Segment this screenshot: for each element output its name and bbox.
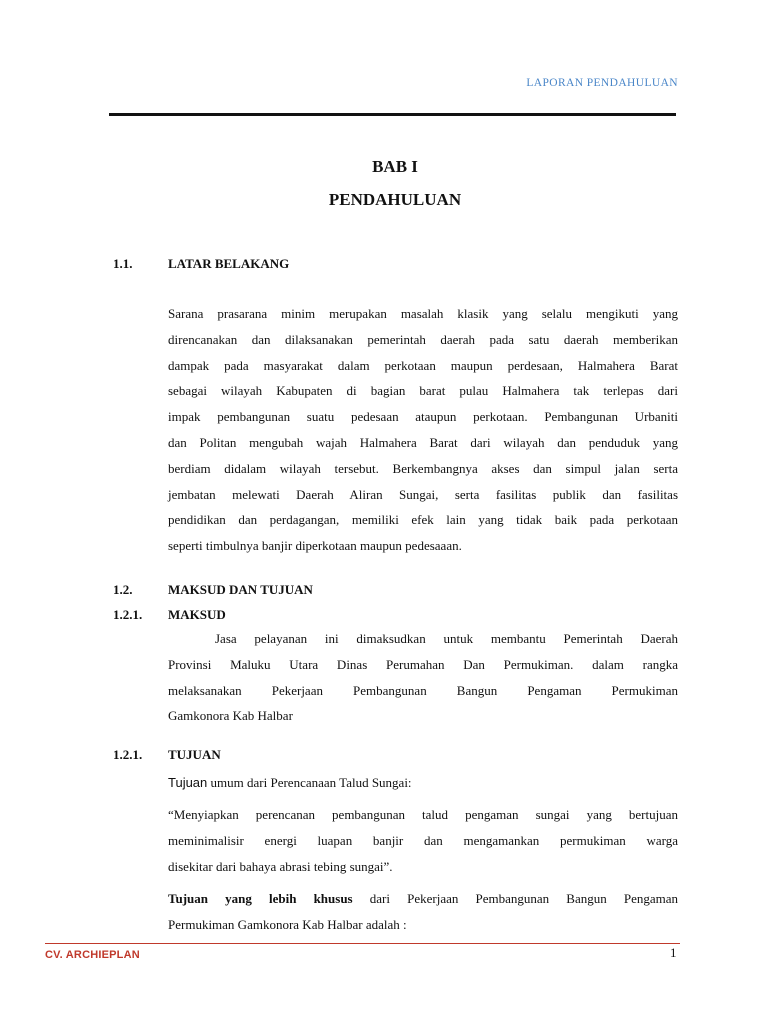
paragraph-line: dan Politan mengubah wajah Halmahera Barat dari wilayah dan penduduk yang	[168, 434, 678, 450]
chapter-number: BAB I	[372, 157, 418, 176]
paragraph-line: Provinsi Maluku Utara Dinas Perumahan Dan Permukiman. dalam rangka	[168, 656, 678, 672]
paragraph-line: jembatan melewati Daerah Aliran Sungai, serta fasilitas publik dan fasilitas	[168, 486, 678, 502]
paragraph-line	[168, 886, 678, 912]
section-heading-maksud	[113, 607, 226, 623]
paragraph-line	[168, 770, 678, 796]
section-heading-1-1	[113, 256, 289, 272]
paragraph-line: Jasa pelayanan ini dimaksudkan untuk membantu Pemerintah Daerah	[215, 631, 678, 646]
paragraph-line: Permukiman Gamkonora Kab Halbar adalah :	[168, 916, 407, 932]
section-title: TUJUAN	[168, 747, 221, 762]
paragraph-line: pendidikan dan perdagangan, memiliki efek lain yang tidak baik pada perkotaan	[168, 512, 678, 528]
tujuan-intro	[168, 770, 678, 796]
footer-company-name: CV. ARCHIEPLAN	[45, 949, 140, 961]
section-heading-tujuan	[113, 747, 221, 763]
header-divider	[109, 113, 676, 116]
intro-rest: umum dari Perencanaan Talud Sungai:	[207, 775, 412, 790]
paragraph-line: impak pembangunan suatu pedesaan ataupun perkotaan. Pembangunan Urbaniti	[168, 409, 678, 425]
section-title: MAKSUD DAN TUJUAN	[168, 582, 313, 597]
tujuan-quote	[168, 802, 678, 879]
paragraph-line: seperti timbulnya banjir diperkotaan maupun pedesaaan.	[168, 538, 462, 554]
paragraph-line: dampak pada masyarakat dalam perkotaan maupun perdesaan, Halmahera Barat	[168, 357, 678, 373]
running-header: LAPORAN PENDAHULUAN	[526, 77, 678, 89]
section-heading-1-2	[113, 582, 313, 598]
section-number: 1.1.	[113, 256, 133, 271]
tujuan-khusus	[168, 886, 678, 938]
paragraph-line: Sarana prasarana minim merupakan masalah klasik yang selalu mengikuti yang	[168, 306, 678, 321]
chapter-title: PENDAHULUAN	[328, 190, 462, 209]
paragraph-line: berdiam didalam wilayah tersebut. Berkembangnya akses dan simpul jalan serta	[168, 460, 678, 476]
paragraph-line: disekitar dari bahaya abrasi tebing sungai”.	[168, 858, 393, 874]
latar-belakang-paragraph	[168, 301, 678, 559]
section-number: 1.2.1.	[113, 607, 143, 622]
paragraph-line: “Menyiapkan perencanan pembangunan talud pengaman sungai yang bertujuan	[168, 807, 678, 822]
intro-word: Tujuan	[168, 775, 208, 790]
footer-divider	[45, 943, 680, 944]
section-number: 1.2.	[113, 582, 133, 597]
page-number: 1	[670, 945, 677, 960]
maksud-paragraph	[168, 626, 678, 729]
paragraph-line: melaksanakan Pekerjaan Pembangunan Bangun Pengaman Permukiman	[168, 682, 678, 698]
bold-phrase: Tujuan yang lebih khusus	[168, 891, 353, 906]
section-title: LATAR BELAKANG	[168, 256, 290, 271]
section-number: 1.2.1.	[113, 747, 143, 762]
paragraph-line: meminimalisir energi luapan banjir dan mengamankan permukiman warga	[168, 832, 678, 848]
paragraph-line: sebagai wilayah Kabupaten di bagian barat pulau Halmahera tak terlepas dari	[168, 383, 678, 399]
paragraph-line: direncanakan dan dilaksanakan pemerintah daerah pada satu daerah memberikan	[168, 331, 678, 347]
paragraph-line: Gamkonora Kab Halbar	[168, 708, 293, 724]
section-title: MAKSUD	[168, 607, 226, 622]
line-rest: dari Pekerjaan Pembangunan Bangun Pengaman	[352, 891, 678, 906]
